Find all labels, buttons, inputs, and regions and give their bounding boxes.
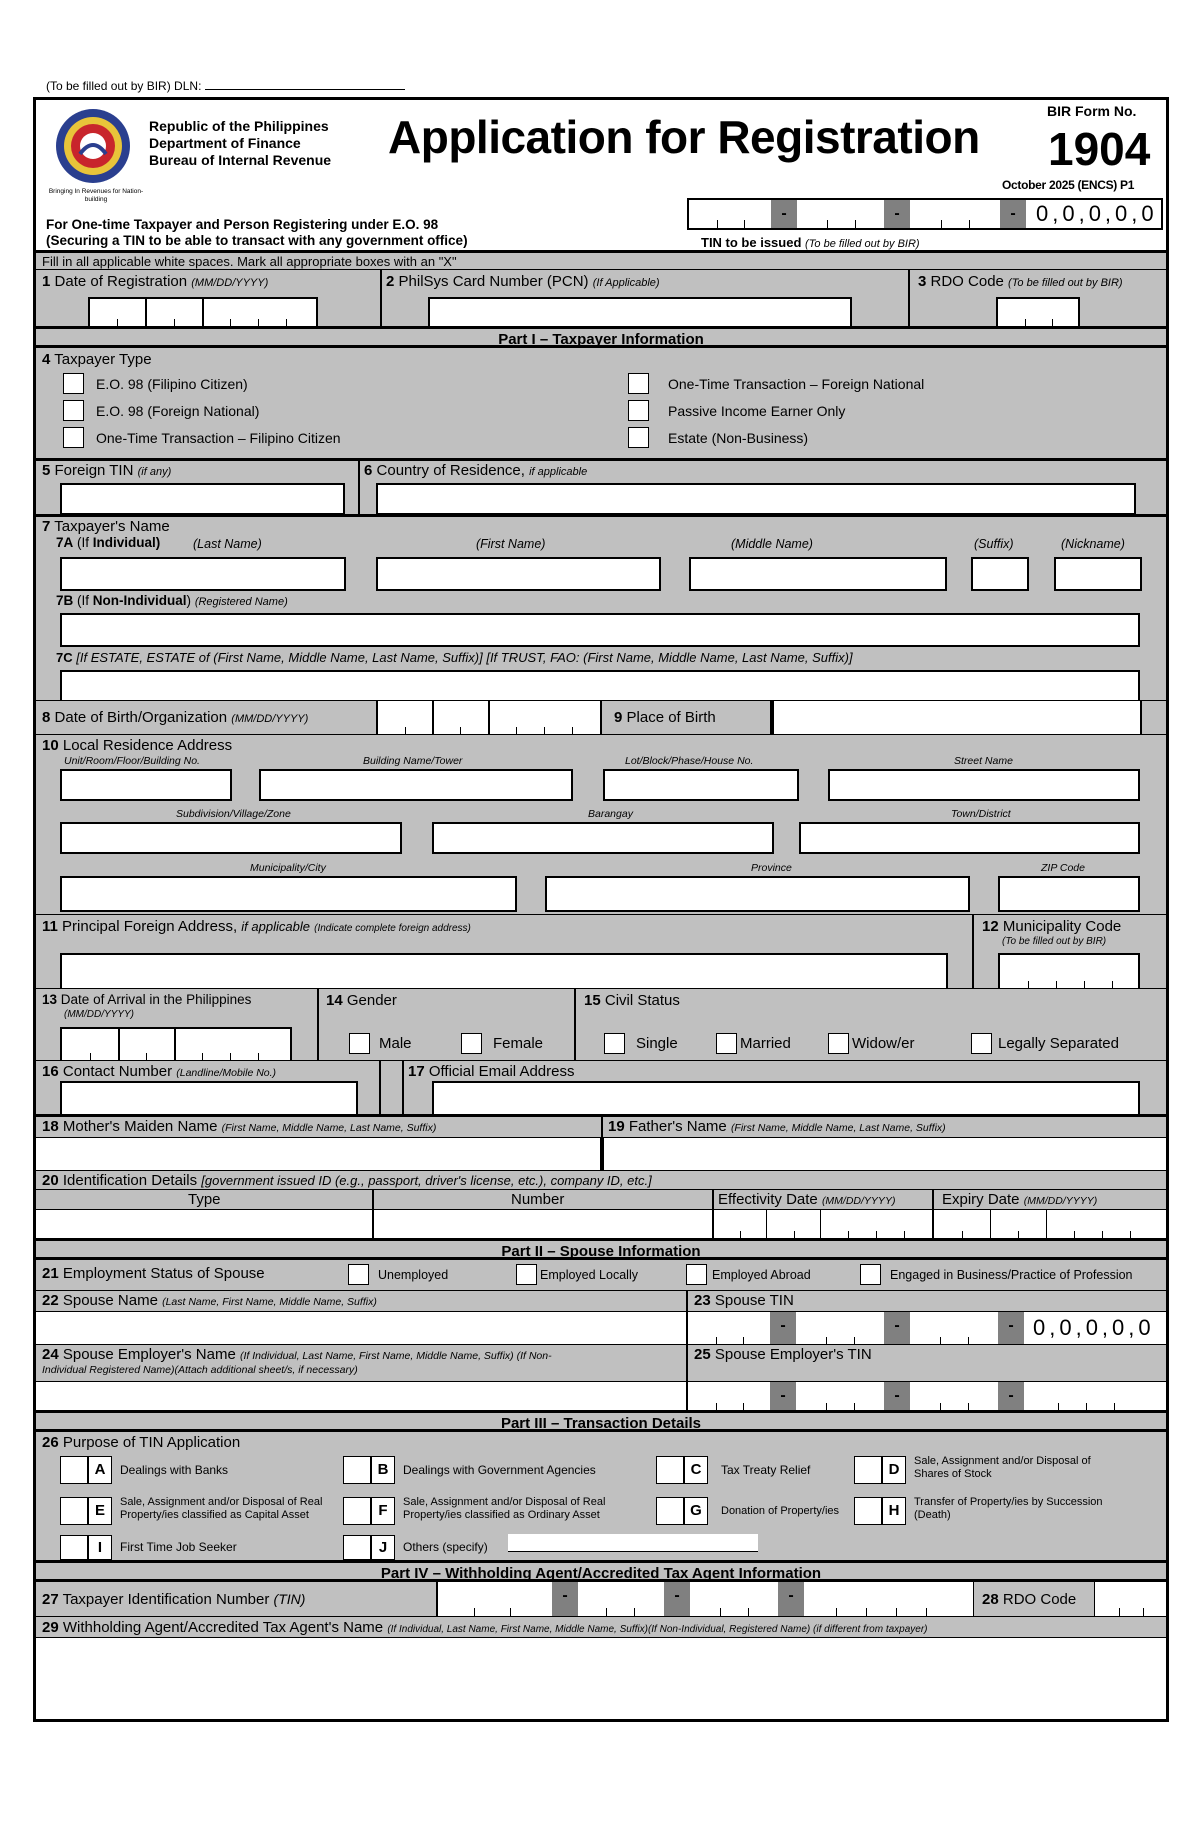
label-spouse-business: Engaged in Business/Practice of Profession <box>890 1268 1133 1282</box>
row-27-28 <box>36 1582 1166 1616</box>
item-24-label: 24 Spouse Employer's Name (If Individual, Last Name, First Name, Middle Name, Suffix) (If Non- <box>42 1346 552 1363</box>
foreign-address-field[interactable] <box>60 953 948 989</box>
middle-name-field[interactable] <box>689 557 947 591</box>
label-street-name: Street Name <box>954 755 1013 767</box>
label-widower: Widow/er <box>852 1035 915 1052</box>
spouse-employer-tin-field[interactable]: - - - <box>688 1381 1166 1411</box>
item-3-label: 3 RDO Code (To be filled out by BIR) <box>918 273 1123 290</box>
spouse-name-field[interactable] <box>36 1311 686 1345</box>
spouse-tin-field[interactable]: - - - 0,0,0,0,0 <box>688 1311 1166 1345</box>
item-17-label: 17 Official Email Address <box>408 1063 575 1080</box>
checkbox-purpose-f[interactable] <box>343 1497 371 1525</box>
id-number-field[interactable] <box>374 1209 712 1239</box>
lot-block-field[interactable] <box>603 769 799 801</box>
item-1-label: 1 Date of Registration (MM/DD/YYYY) <box>42 273 269 290</box>
id-col-number: Number <box>511 1191 565 1208</box>
checkbox-purpose-b[interactable] <box>343 1456 371 1484</box>
row-22-23 <box>36 1290 1166 1344</box>
header-note-1: For One-time Taxpayer and Person Registering under E.O. 98 <box>46 217 439 232</box>
municipality-city-field[interactable] <box>60 876 517 912</box>
form-date: October 2025 (ENCS) P1 <box>1002 178 1135 192</box>
item-7c-label: 7C [If ESTATE, ESTATE of (First Name, Middle Name, Last Name, Suffix)] [If TRUST, FAO: (First Name, Middle Name, Last Name, Suffix)] <box>56 650 853 665</box>
label-unit-room: Unit/Room/Floor/Building No. <box>64 755 200 767</box>
label-purpose-i: First Time Job Seeker <box>120 1540 237 1554</box>
label-town-district: Town/District <box>951 808 1011 820</box>
row-13-15 <box>36 988 1166 1060</box>
suffix-field[interactable] <box>971 557 1029 591</box>
letter-i: I <box>88 1535 112 1560</box>
id-column-headers <box>36 1189 1166 1209</box>
place-of-birth-field[interactable] <box>772 701 1142 735</box>
row-4-taxpayer-type <box>36 348 1166 458</box>
nickname-field[interactable] <box>1054 557 1142 591</box>
item-15-label: 15 Civil Status <box>584 992 680 1009</box>
checkbox-spouse-unemployed[interactable] <box>348 1264 369 1285</box>
instructions-row <box>36 250 1166 269</box>
item-22-label: 22 Spouse Name (Last Name, First Name, Middle Name, Suffix) <box>42 1292 377 1309</box>
label-single: Single <box>636 1035 678 1052</box>
letter-j: J <box>371 1535 395 1560</box>
item-26-label: 26 Purpose of TIN Application <box>42 1434 241 1451</box>
label-spouse-employed-abroad: Employed Abroad <box>712 1268 811 1282</box>
label-estate: Estate (Non-Business) <box>668 430 809 446</box>
item-7b-label: 7B (If Non-Individual) (Registered Name) <box>56 593 288 608</box>
agency-republic: Republic of the Philippines <box>149 118 329 134</box>
form-header <box>36 100 1166 265</box>
form-title: Application for Registration <box>388 111 980 163</box>
row-20-identification <box>36 1170 1166 1238</box>
barangay-field[interactable] <box>432 822 774 854</box>
item-24-note-2: Individual Registered Name)(Attach additional sheet/s, if necessary) <box>42 1364 358 1376</box>
item-27-label: 27 Taxpayer Identification Number (TIN) <box>42 1591 306 1608</box>
item-12-label: 12 Municipality Code <box>982 918 1122 935</box>
item-25-label: 25 Spouse Employer's TIN <box>694 1346 872 1363</box>
agency-dof: Department of Finance <box>149 135 301 151</box>
tin-issue-label: TIN to be issued (To be filled out by BIR) <box>701 235 920 250</box>
registered-name-field[interactable] <box>60 613 1140 647</box>
label-spouse-unemployed: Unemployed <box>378 1268 449 1282</box>
label-eo98-foreign: E.O. 98 (Foreign National) <box>96 403 260 419</box>
label-purpose-g: Donation of Property/ies <box>721 1505 840 1517</box>
spouse-employer-name-field[interactable] <box>36 1381 686 1411</box>
spouse-tin-branch-zeros: 0,0,0,0,0 <box>1033 1315 1155 1340</box>
checkbox-single[interactable] <box>604 1033 625 1054</box>
checkbox-purpose-e[interactable] <box>60 1497 88 1525</box>
date-of-birth-field[interactable] <box>376 701 602 735</box>
street-name-field[interactable] <box>828 769 1140 801</box>
checkbox-widower[interactable] <box>828 1033 849 1054</box>
item-23-label: 23 Spouse TIN <box>694 1292 794 1309</box>
label-suffix: (Suffix) <box>974 537 1014 551</box>
label-legally-separated: Legally Separated <box>998 1035 1119 1052</box>
checkbox-legally-separated[interactable] <box>971 1033 992 1054</box>
checkbox-male[interactable] <box>349 1033 370 1054</box>
checkbox-spouse-employed-locally[interactable] <box>516 1264 537 1285</box>
item-2-label: 2 PhilSys Card Number (PCN) (If Applicable) <box>386 273 660 290</box>
item-13-label: 13 Date of Arrival in the Philippines <box>42 992 252 1007</box>
item-9-label: 9 Place of Birth <box>614 709 716 726</box>
letter-f: F <box>371 1497 395 1525</box>
label-one-time-foreign: One-Time Transaction – Foreign National <box>668 376 925 392</box>
checkbox-eo98-foreign[interactable] <box>63 400 84 421</box>
item-10-label: 10 Local Residence Address <box>42 737 233 754</box>
label-female: Female <box>493 1035 544 1052</box>
contact-number-field[interactable] <box>60 1081 358 1115</box>
row-7-taxpayer-name <box>36 514 1166 700</box>
label-spouse-employed-locally: Employed Locally <box>540 1268 638 1282</box>
row-11-12 <box>36 914 1166 988</box>
item-21-label: 21 Employment Status of Spouse <box>42 1265 265 1282</box>
label-subdivision: Subdivision/Village/Zone <box>176 808 291 820</box>
checkbox-eo98-filipino[interactable] <box>63 373 84 394</box>
label-purpose-a: Dealings with Banks <box>120 1463 229 1477</box>
dln-line <box>46 79 405 93</box>
label-eo98-filipino: E.O. 98 (Filipino Citizen) <box>96 376 248 392</box>
label-married: Married <box>740 1035 791 1052</box>
mothers-maiden-name-field[interactable] <box>36 1137 601 1173</box>
checkbox-spouse-employed-abroad[interactable] <box>686 1264 707 1285</box>
agency-block <box>149 118 331 169</box>
item-16-label: 16 Contact Number (Landline/Mobile No.) <box>42 1063 277 1080</box>
official-email-field[interactable] <box>432 1081 1140 1115</box>
letter-b: B <box>371 1456 395 1484</box>
item-5-label: 5 Foreign TIN (if any) <box>42 462 172 479</box>
id-effectivity-date-field[interactable] <box>714 1209 932 1239</box>
checkbox-one-time-foreign[interactable] <box>628 373 649 394</box>
row-29 <box>36 1616 1166 1665</box>
building-name-field[interactable] <box>259 769 573 801</box>
checkbox-purpose-g[interactable] <box>656 1497 684 1525</box>
label-purpose-d: Sale, Assignment and/or Disposal of Shares of Stock <box>914 1455 1091 1480</box>
philsys-card-number-field[interactable] <box>428 297 852 327</box>
country-of-residence-field[interactable] <box>376 483 1136 515</box>
label-zip-code: ZIP Code <box>1041 862 1085 874</box>
fathers-name-field[interactable] <box>603 1137 1166 1173</box>
item-4-label: 4 Taxpayer Type <box>42 351 152 368</box>
row-1-3 <box>36 269 1166 326</box>
checkbox-one-time-filipino[interactable] <box>63 427 84 448</box>
id-col-type: Type <box>188 1191 221 1208</box>
label-lot-block: Lot/Block/Phase/House No. <box>625 755 754 767</box>
label-passive-income: Passive Income Earner Only <box>668 403 846 419</box>
part-4-header: Part IV – Withholding Agent/Accredited Tax Agent Information <box>36 1560 1166 1582</box>
tin-to-be-issued[interactable]: - - - 0,0,0,0,0 <box>687 198 1163 230</box>
dln-label: (To be filled out by BIR) DLN: <box>46 79 202 93</box>
agent-rdo-code-field[interactable] <box>1094 1582 1166 1616</box>
item-7-label: 7 Taxpayer's Name <box>42 518 170 535</box>
letter-d: D <box>882 1456 906 1484</box>
id-expiry-date-field[interactable] <box>934 1209 1166 1239</box>
bir-form-1904 <box>33 97 1169 1722</box>
item-13-note: (MM/DD/YYYY) <box>64 1009 134 1020</box>
letter-c: C <box>684 1456 708 1484</box>
unit-room-field[interactable] <box>60 769 232 801</box>
row-21-employment-status <box>36 1260 1166 1290</box>
estate-trust-name-field[interactable] <box>60 670 1140 704</box>
instructions-text: Fill in all applicable white spaces. Mark all appropriate boxes with an "X" <box>42 254 457 269</box>
form-no-label: BIR Form No. <box>1047 103 1137 119</box>
label-male: Male <box>379 1035 412 1052</box>
date-of-registration-field[interactable] <box>88 297 318 327</box>
id-col-expiry: Expiry Date (MM/DD/YYYY) <box>942 1191 1098 1208</box>
agent-name-field[interactable] <box>36 1637 1166 1667</box>
foreign-tin-field[interactable] <box>60 483 345 515</box>
form-number: 1904 <box>1048 123 1151 175</box>
item-12-note: (To be filled out by BIR) <box>1002 936 1107 947</box>
label-barangay: Barangay <box>588 808 633 820</box>
item-11-label: 11 Principal Foreign Address, if applicable (Indicate complete foreign address) <box>42 918 471 935</box>
letter-a: A <box>88 1456 112 1484</box>
row-16-17 <box>36 1060 1166 1114</box>
province-field[interactable] <box>545 876 970 912</box>
label-first-name: (First Name) <box>476 537 546 551</box>
zip-code-field[interactable] <box>998 876 1140 912</box>
item-18-label: 18 Mother's Maiden Name (First Name, Middle Name, Last Name, Suffix) <box>42 1118 437 1135</box>
letter-e: E <box>88 1497 112 1525</box>
label-middle-name: (Middle Name) <box>731 537 813 551</box>
row-26-purpose <box>36 1432 1166 1560</box>
label-one-time-filipino: One-Time Transaction – Filipino Citizen <box>96 430 341 446</box>
last-name-field[interactable] <box>60 557 346 591</box>
item-14-label: 14 Gender <box>326 992 397 1009</box>
checkbox-purpose-i[interactable] <box>60 1535 88 1560</box>
town-district-field[interactable] <box>799 822 1140 854</box>
label-purpose-b: Dealings with Government Agencies <box>403 1463 596 1477</box>
seal-caption: Bringing In Revenues for Nation-building <box>48 188 144 203</box>
checkbox-purpose-j[interactable] <box>343 1535 371 1560</box>
first-name-field[interactable] <box>376 557 661 591</box>
checkbox-purpose-h[interactable] <box>854 1497 882 1525</box>
dln-field[interactable] <box>205 79 405 90</box>
label-purpose-h: Transfer of Property/ies by Succession (Death) <box>914 1496 1103 1521</box>
checkbox-purpose-a[interactable] <box>60 1456 88 1484</box>
label-purpose-e: Sale, Assignment and/or Disposal of Real Property/ies classified as Capital Asset <box>120 1496 323 1521</box>
part-3-header: Part III – Transaction Details <box>36 1410 1166 1432</box>
bir-seal-icon <box>48 106 138 186</box>
part-2-header: Part II – Spouse Information <box>36 1238 1166 1260</box>
checkbox-spouse-business[interactable] <box>860 1264 881 1285</box>
date-of-arrival-field[interactable] <box>60 1027 292 1061</box>
checkbox-purpose-c[interactable] <box>656 1456 684 1484</box>
letter-h: H <box>882 1497 906 1525</box>
checkbox-purpose-d[interactable] <box>854 1456 882 1484</box>
checkbox-estate[interactable] <box>628 427 649 448</box>
item-20-label: 20 Identification Details [government issued ID (e.g., passport, driver's license, etc.), company ID, etc.] <box>42 1172 652 1189</box>
row-5-6 <box>36 458 1166 514</box>
label-purpose-c: Tax Treaty Relief <box>721 1463 811 1477</box>
label-purpose-f: Sale, Assignment and/or Disposal of Real Property/ies classified as Ordinary Asset <box>403 1496 606 1521</box>
letter-g: G <box>684 1497 708 1525</box>
id-col-effectivity: Effectivity Date (MM/DD/YYYY) <box>718 1191 896 1208</box>
row-10-address <box>36 734 1166 914</box>
item-8-label: 8 Date of Birth/Organization (MM/DD/YYYY) <box>42 709 309 726</box>
subdivision-field[interactable] <box>60 822 402 854</box>
row-8-9 <box>36 700 1166 734</box>
header-note-2: (Securing a TIN to be able to transact with any government office) <box>46 233 468 248</box>
row-18-19 <box>36 1114 1166 1170</box>
checkbox-married[interactable] <box>716 1033 737 1054</box>
item-28-label: 28 RDO Code <box>982 1591 1077 1608</box>
item-19-label: 19 Father's Name (First Name, Middle Name, Last Name, Suffix) <box>608 1118 946 1135</box>
checkbox-passive-income[interactable] <box>628 400 649 421</box>
label-building-name: Building Name/Tower <box>363 755 463 767</box>
label-municipality-city: Municipality/City <box>250 862 326 874</box>
label-province: Province <box>751 862 792 874</box>
label-nickname: (Nickname) <box>1061 537 1125 551</box>
label-last-name: (Last Name) <box>193 537 262 551</box>
row-24-25 <box>36 1344 1166 1410</box>
others-specify-field[interactable] <box>508 1534 758 1552</box>
item-7a-label: 7A (If Individual) <box>56 535 161 550</box>
agent-tin-field[interactable]: - - - <box>436 1582 974 1616</box>
part-1-header: Part I – Taxpayer Information <box>36 326 1166 348</box>
item-6-label: 6 Country of Residence, if applicable <box>364 462 588 479</box>
rdo-code-field[interactable] <box>996 297 1080 327</box>
municipality-code-field[interactable] <box>998 953 1140 989</box>
tin-branch-zeros: 0,0,0,0,0 <box>1036 201 1158 226</box>
label-purpose-j: Others (specify) <box>403 1540 488 1554</box>
item-29-label: 29 Withholding Agent/Accredited Tax Agent's Name (If Individual, Last Name, First Name, Middle Name, Suffix)(If Non-Individual, Registered Name) (if different from taxpayer) <box>42 1619 928 1636</box>
agency-bir: Bureau of Internal Revenue <box>149 152 332 168</box>
checkbox-female[interactable] <box>461 1033 482 1054</box>
id-type-field[interactable] <box>36 1209 372 1239</box>
